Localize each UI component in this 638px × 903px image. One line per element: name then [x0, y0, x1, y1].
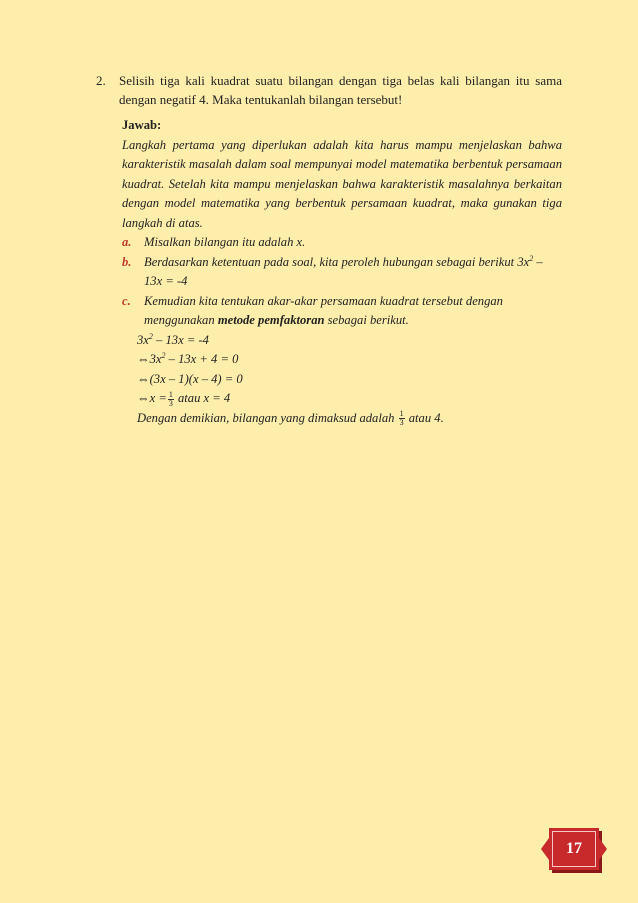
fraction: $\frac{1}{3}$ [399, 409, 404, 428]
step-label: c. [122, 293, 131, 308]
step-text-pre: Kemudian kita tentukan akar-akar persamaan kuadrat tersebut dengan menggunakan [144, 293, 503, 327]
math-line-4: ⇔x = $\frac{1}{3}$ atau x = 4 [137, 389, 231, 408]
step-text: Misalkan bilangan itu adalah x. [144, 235, 306, 249]
question-block [96, 71, 562, 109]
page-number: 17 [549, 828, 599, 870]
step-c [122, 292, 562, 331]
answer-title: Jawab: [122, 118, 162, 132]
page-number-ribbon-tip [599, 838, 607, 860]
method-name: metode pemfaktoran [217, 313, 325, 327]
answer-intro: Langkah pertama yang diperlukan adalah kita harus mampu menjelaskan bahwa karakteristik masalah dalam soal mempunyai model matematika berbentuk persamaan kuadrat. Setelah kita mampu menjelaskan bahwa karakteristik masalahnya berkaitan dengan model matematika yang berbentuk persamaan kuadrat, maka gunakan tiga langkah di atas. [122, 137, 562, 230]
math-line-2: $\Leftrightarrow 3x^2 - 13x + 4 = 0$ [137, 350, 239, 366]
math-line-1: $3x^2 - 13x = -4$ [137, 331, 209, 347]
step-b [122, 253, 562, 292]
conclusion: Dengan demikian, bilangan yang dimaksud adalah $\frac{1}{3}$ atau 4. [137, 409, 444, 428]
step-label: a. [122, 235, 132, 249]
step-a [122, 233, 562, 253]
step-text-post: sebagai berikut. [324, 313, 409, 327]
step-sup: 2 [529, 253, 534, 263]
fraction: $\frac{1}{3}$ [168, 389, 173, 408]
step-text-pre: Berdasarkan ketentuan pada soal, kita peroleh hubungan sebagai berikut 3x [144, 254, 530, 269]
question-number: 2. [96, 73, 106, 88]
step-text-post: – 13x = -4 [144, 254, 543, 288]
question-text: Selisih tiga kali kuadrat suatu bilangan dengan tiga belas kali bilangan itu sama dengan negatif 4. Maka tentukanlah bilangan tersebut! [119, 73, 562, 107]
math-derivation [137, 331, 562, 429]
answer-block [122, 116, 562, 428]
math-line-3: ⇔(3x – 1)(x – 4) = 0 [137, 371, 243, 386]
step-label: b. [122, 254, 132, 269]
